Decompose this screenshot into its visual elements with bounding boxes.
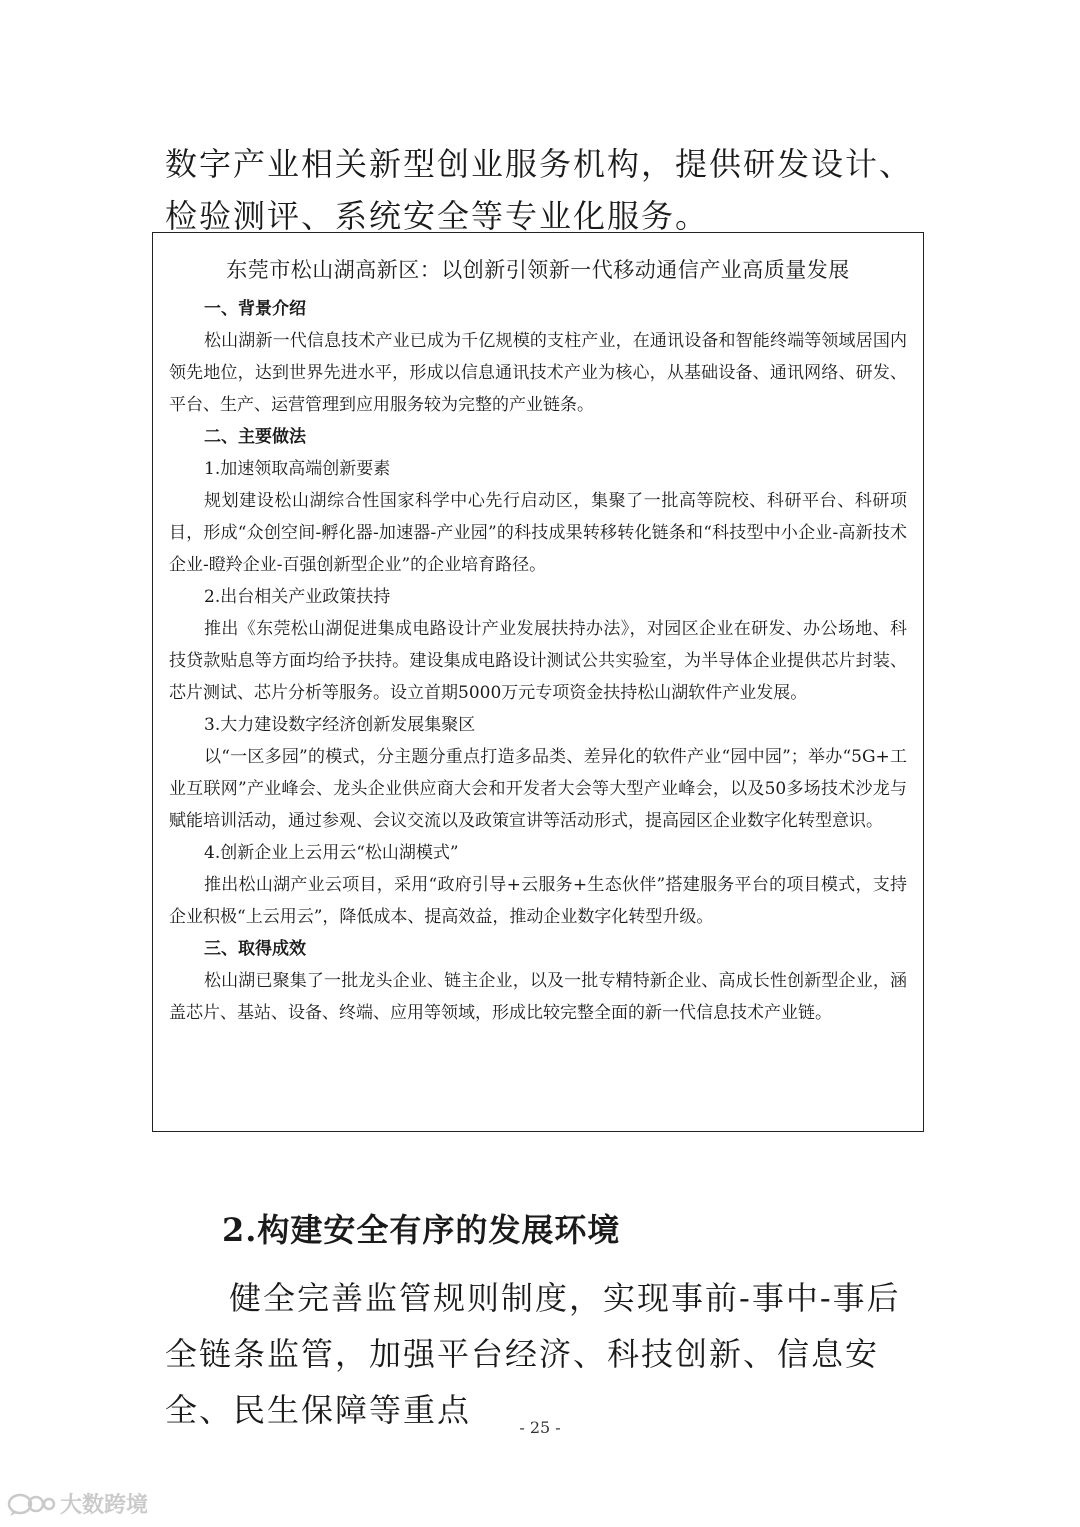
section-heading-results: 三、取得成效 (204, 939, 306, 959)
case-study-box (152, 232, 924, 1132)
practice-item-1-heading: 1.加速领取高端创新要素 (204, 459, 391, 479)
case-study-title: 东莞市松山湖高新区：以创新引领新一代移动通信产业高质量发展 (226, 258, 850, 282)
intro-paragraph (165, 138, 945, 242)
section-heading-background: 一、背景介绍 (204, 299, 306, 319)
chat-bubble-logo-icon (6, 1490, 56, 1518)
section-body (165, 1270, 925, 1438)
intro-text: 数字产业相关新型创业服务机构，提供研发设计、检验测评、系统安全等专业化服务。 (165, 145, 914, 235)
section-heading-practices: 二、主要做法 (204, 427, 306, 447)
results-paragraph: 松山湖已聚集了一批龙头企业、链主企业，以及一批专精特新企业、高成长性创新型企业，涵盖芯片、基站、设备、终端、应用等领域，形成比较完整全面的新一代信息技术产业链。 (169, 971, 907, 1023)
watermark-text: 大数跨境 (60, 1493, 149, 1518)
practice-item-4-heading: 4.创新企业上云用云“松山湖模式” (204, 843, 459, 863)
section-heading: 2.构建安全有序的发展环境 (222, 1211, 621, 1249)
practice-item-4-text: 推出松山湖产业云项目，采用“政府引导+云服务+生态伙伴”搭建服务平台的项目模式，支持企业积极“上云用云”，降低成本、提高效益，推动企业数字化转型升级。 (169, 875, 907, 927)
section-body-text: 健全完善监管规则制度，实现事前-事中-事后全链条监管，加强平台经济、科技创新、信息安全、民生保障等重点 (165, 1279, 901, 1429)
practice-item-2-text: 推出《东莞松山湖促进集成电路设计产业发展扶持办法》，对园区企业在研发、办公场地、科技贷款贴息等方面均给予扶持。建设集成电路设计测试公共实验室，为半导体企业提供芯片封装、芯片测试、芯片分析等服务。设立首期5000万元专项资金扶持松山湖软件产业发展。 (169, 619, 907, 703)
watermark (6, 1488, 148, 1519)
practice-item-3-text: 以“一区多园”的模式，分主题分重点打造多品类、差异化的软件产业“园中园”；举办“5G+工业互联网”产业峰会、龙头企业供应商大会和开发者大会等大型产业峰会，以及50多场技术沙龙与赋能培训活动，通过参观、会议交流以及政策宣讲等活动形式，提高园区企业数字化转型意识。 (169, 747, 907, 831)
practice-item-2-heading: 2.出台相关产业政策扶持 (204, 587, 391, 607)
practice-item-3-heading: 3.大力建设数字经济创新发展集聚区 (204, 715, 476, 735)
background-paragraph: 松山湖新一代信息技术产业已成为千亿规模的支柱产业，在通讯设备和智能终端等领域居国内领先地位，达到世界先进水平，形成以信息通讯技术产业为核心，从基础设备、通讯网络、研发、平台、生产、运营管理到应用服务较为完整的产业链条。 (169, 331, 907, 415)
practice-item-1-text: 规划建设松山湖综合性国家科学中心先行启动区，集聚了一批高等院校、科研平台、科研项目，形成“众创空间-孵化器-加速器-产业园”的科技成果转移转化链条和“科技型中小企业-高新技术企业-瞪羚企业-百强创新型企业”的企业培育路径。 (169, 491, 907, 575)
page-number: - 25 - (519, 1418, 561, 1437)
